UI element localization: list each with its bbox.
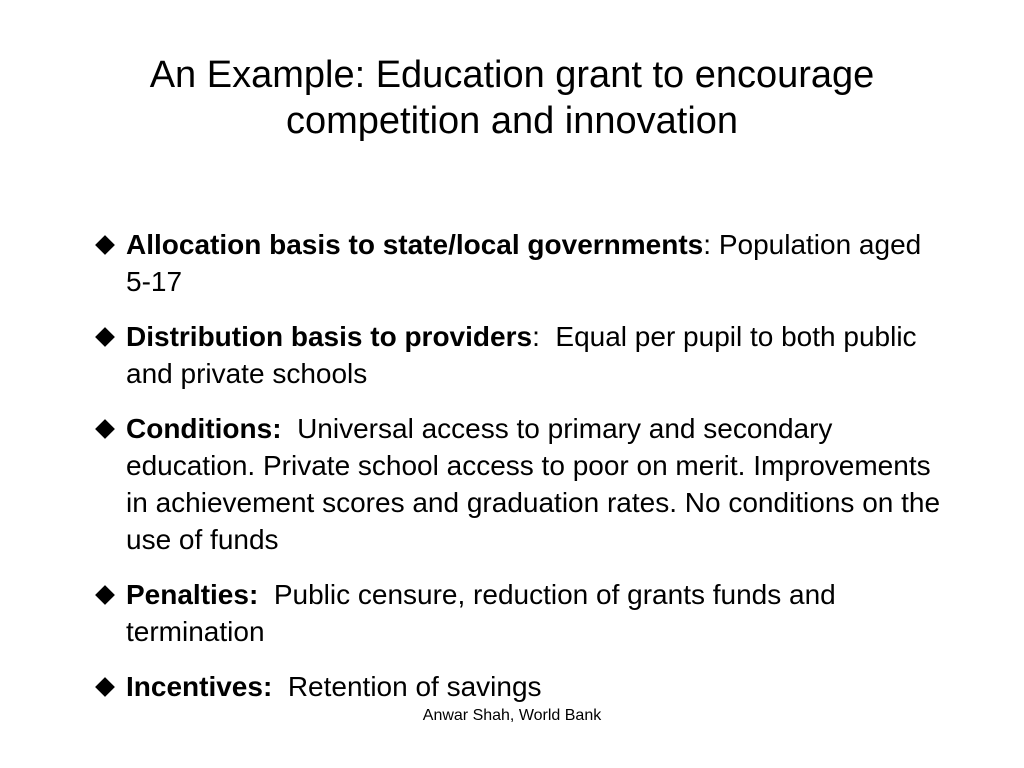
bullet-text: Public censure, reduction of grants funds and termination — [126, 579, 844, 647]
bullet-text: Population aged 5-17 — [126, 229, 930, 297]
slide-footer: Anwar Shah, World Bank — [422, 707, 602, 724]
bullet-lead: Incentives: — [126, 671, 273, 702]
bullet-penalties — [88, 576, 948, 650]
bullet-separator: : — [703, 229, 712, 260]
bullet-text: Equal per pupil to both public and private schools — [126, 321, 925, 389]
diamond-bullet-icon — [88, 410, 122, 447]
bullet-conditions — [88, 410, 948, 558]
bullet-lead: Allocation basis to state/local governments — [126, 229, 704, 260]
bullet-text: Retention of savings — [272, 671, 542, 702]
bullet-incentives — [88, 668, 948, 705]
diamond-bullet-icon — [88, 576, 122, 613]
slide-title-line-1: An Example: Education grant to encourage — [149, 54, 875, 96]
bullet-allocation-basis — [88, 226, 948, 300]
bullet-lead: Conditions: — [126, 413, 282, 444]
bullet-distribution-basis — [88, 318, 948, 392]
slide-title-line-2: competition and innovation — [285, 100, 739, 142]
diamond-bullet-icon — [88, 226, 122, 263]
bullet-text: Universal access to primary and secondary education. Private school access to poor on merit. Improvements in achievement scores and graduation rates. No conditions on the use of funds — [126, 413, 948, 555]
bullet-lead: Penalties: — [126, 579, 259, 610]
bullet-list — [88, 226, 948, 723]
slide-title — [40, 52, 984, 144]
diamond-bullet-icon — [88, 668, 122, 705]
bullet-separator: : — [532, 321, 540, 352]
diamond-bullet-icon — [88, 318, 122, 355]
bullet-lead: Distribution basis to providers — [126, 321, 533, 352]
